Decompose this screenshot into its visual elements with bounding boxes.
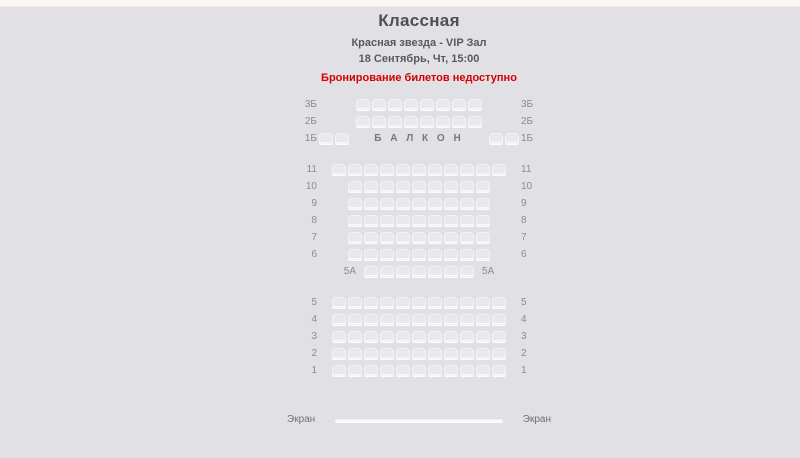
seat — [492, 331, 506, 342]
seat — [468, 99, 482, 110]
seat — [492, 297, 506, 308]
seat — [428, 181, 442, 192]
seat — [420, 116, 434, 127]
seat — [380, 215, 394, 226]
seat — [476, 348, 490, 359]
seat — [348, 314, 362, 325]
seat-row-4 — [295, 311, 543, 327]
seat-row-9 — [295, 195, 543, 211]
seat — [412, 365, 426, 376]
seat — [492, 348, 506, 359]
session-header — [287, 11, 551, 84]
seat — [364, 181, 378, 192]
seat-zone — [319, 113, 519, 129]
row-label-left: 7 — [311, 231, 317, 243]
seat — [356, 99, 370, 110]
seat — [444, 331, 458, 342]
booking-unavailable-notice: Бронирование билетов недоступно — [321, 72, 517, 84]
seat — [396, 198, 410, 209]
seat — [364, 249, 378, 260]
seat — [356, 116, 370, 127]
seat — [348, 198, 362, 209]
seat — [492, 365, 506, 376]
row-label-right: 9 — [521, 197, 527, 209]
seat — [428, 232, 442, 243]
seat — [348, 297, 362, 308]
seat — [476, 365, 490, 376]
seat — [412, 198, 426, 209]
row-label-right: 1 — [521, 364, 527, 376]
row-label-left: 10 — [305, 180, 317, 192]
row-label-right: 7 — [521, 231, 527, 243]
seat — [396, 266, 410, 277]
seat — [460, 314, 474, 325]
seat — [444, 232, 458, 243]
row-label-left: 1Б — [304, 132, 317, 144]
seat — [396, 215, 410, 226]
seat — [428, 266, 442, 277]
seat — [492, 314, 506, 325]
seat — [364, 232, 378, 243]
row-label-right: 8 — [521, 214, 527, 226]
booking-page — [287, 11, 551, 425]
section-balcony — [295, 96, 543, 146]
seat-row-5А — [295, 263, 543, 279]
row-label-left: 4 — [311, 313, 317, 325]
seat — [428, 164, 442, 175]
seat — [380, 297, 394, 308]
row-label-left: 5 — [311, 296, 317, 308]
seat — [444, 181, 458, 192]
row-label-right: 5 — [521, 296, 527, 308]
row-label-right: 3 — [521, 330, 527, 342]
seat — [428, 215, 442, 226]
seat — [452, 99, 466, 110]
seat — [396, 314, 410, 325]
seat — [428, 348, 442, 359]
row-label-right: 2 — [521, 347, 527, 359]
seat — [444, 348, 458, 359]
seat — [372, 116, 386, 127]
seat-zone — [319, 246, 519, 262]
seat — [364, 297, 378, 308]
seat-group-left — [319, 133, 349, 144]
seat-zone — [319, 161, 519, 177]
seat — [396, 331, 410, 342]
row-label-right: 3Б — [521, 98, 534, 110]
seat — [388, 99, 402, 110]
seat — [348, 365, 362, 376]
seat — [460, 266, 474, 277]
seat — [332, 314, 346, 325]
row-label-right: 11 — [521, 163, 532, 175]
row-label-left: 1 — [311, 364, 317, 376]
seat — [412, 348, 426, 359]
seat — [412, 297, 426, 308]
seat — [412, 215, 426, 226]
seat — [364, 314, 378, 325]
seat — [380, 232, 394, 243]
screen-indicator — [287, 414, 551, 425]
seat — [428, 249, 442, 260]
screen-label-right: Экран — [522, 414, 551, 425]
seat — [420, 99, 434, 110]
seat — [428, 365, 442, 376]
seat — [476, 232, 490, 243]
row-label-left: 5А — [343, 265, 356, 277]
section-front — [295, 294, 543, 378]
seat — [332, 365, 346, 376]
session-datetime: 18 Сентябрь, Чт, 15:00 — [358, 53, 480, 65]
seat — [476, 198, 490, 209]
seat-row-8 — [295, 212, 543, 228]
seat — [380, 314, 394, 325]
row-label-left: 2Б — [304, 115, 317, 127]
row-label-left: 6 — [311, 248, 317, 260]
seat-row-2 — [295, 345, 543, 361]
row-label-right: 2Б — [521, 115, 534, 127]
seat-zone — [319, 195, 519, 211]
row-label-left: 11 — [306, 163, 317, 175]
row-label-left: 3Б — [304, 98, 317, 110]
seat-zone — [319, 96, 519, 112]
movie-title: Классная — [378, 11, 460, 30]
seat — [380, 198, 394, 209]
seat-zone — [319, 328, 519, 344]
screen-label-left: Экран — [287, 414, 316, 425]
row-label-right: 10 — [521, 180, 533, 192]
top-strip — [0, 0, 800, 7]
row-label-left: 9 — [311, 197, 317, 209]
row-label-right: 4 — [521, 313, 527, 325]
seat — [332, 297, 346, 308]
seat — [476, 314, 490, 325]
seat — [444, 164, 458, 175]
seat-group-right — [489, 133, 519, 144]
seat — [460, 365, 474, 376]
seat — [460, 181, 474, 192]
seat — [476, 215, 490, 226]
seat — [444, 365, 458, 376]
seat-zone — [319, 362, 519, 378]
seat-row-3 — [295, 328, 543, 344]
seat-row-2Б — [295, 113, 543, 129]
seat-row-6 — [295, 246, 543, 262]
seat — [476, 181, 490, 192]
seat-zone — [319, 212, 519, 228]
seat — [396, 297, 410, 308]
seat — [412, 232, 426, 243]
seat — [476, 297, 490, 308]
seat — [428, 297, 442, 308]
seat — [436, 116, 450, 127]
seat — [396, 348, 410, 359]
seat-row-3Б — [295, 96, 543, 112]
row-label-left: 3 — [311, 330, 317, 342]
row-label-right: 5А — [482, 265, 495, 277]
seat-row-11 — [295, 161, 543, 177]
seat-row-10 — [295, 178, 543, 194]
seat — [412, 314, 426, 325]
seat — [396, 164, 410, 175]
seat — [444, 215, 458, 226]
seat — [460, 297, 474, 308]
seat — [492, 164, 506, 175]
seat — [364, 348, 378, 359]
seat — [348, 181, 362, 192]
seat — [412, 249, 426, 260]
seat — [380, 266, 394, 277]
seat-zone — [319, 263, 519, 279]
seat — [364, 331, 378, 342]
seat-row-5 — [295, 294, 543, 310]
seat-zone — [319, 294, 519, 310]
seat-zone — [319, 178, 519, 194]
seat — [332, 164, 346, 175]
seat — [396, 232, 410, 243]
seat — [388, 116, 402, 127]
seat — [460, 232, 474, 243]
seat-row-1Б — [295, 130, 543, 146]
seat — [348, 348, 362, 359]
seat-zone — [319, 229, 519, 245]
seat — [348, 249, 362, 260]
seat — [404, 116, 418, 127]
seat — [364, 164, 378, 175]
row-label-left: 8 — [311, 214, 317, 226]
seat — [396, 181, 410, 192]
seat — [444, 266, 458, 277]
seat — [412, 164, 426, 175]
seat — [380, 331, 394, 342]
seat — [452, 116, 466, 127]
seat — [332, 331, 346, 342]
seat — [428, 314, 442, 325]
seat-zone — [319, 130, 519, 146]
seat — [319, 133, 333, 144]
row-label-right: 1Б — [521, 132, 534, 144]
row-label-left: 2 — [311, 347, 317, 359]
seat — [364, 198, 378, 209]
seat — [396, 249, 410, 260]
seat — [364, 266, 378, 277]
seat — [364, 215, 378, 226]
section-main — [295, 161, 543, 279]
seat — [460, 164, 474, 175]
seat — [444, 314, 458, 325]
seat — [335, 133, 349, 144]
seat — [476, 164, 490, 175]
seat — [476, 249, 490, 260]
seat — [460, 348, 474, 359]
seat — [412, 266, 426, 277]
seat — [444, 198, 458, 209]
seat — [380, 164, 394, 175]
seat — [372, 99, 386, 110]
seat — [468, 116, 482, 127]
seat — [412, 331, 426, 342]
seat — [444, 297, 458, 308]
seat — [444, 249, 458, 260]
seat — [476, 331, 490, 342]
seat — [460, 249, 474, 260]
seat — [348, 232, 362, 243]
seat — [404, 99, 418, 110]
seat — [460, 331, 474, 342]
seat — [380, 365, 394, 376]
seat — [436, 99, 450, 110]
seat-row-7 — [295, 229, 543, 245]
seat-zone — [319, 311, 519, 327]
balcony-label: Б А Л К О Н — [374, 132, 464, 144]
seat — [460, 198, 474, 209]
seat — [380, 181, 394, 192]
seat — [396, 365, 410, 376]
seat — [505, 133, 519, 144]
cinema-hall-name: Красная звезда - VIP Зал — [351, 37, 487, 49]
seat — [489, 133, 503, 144]
seat — [428, 331, 442, 342]
seat-zone — [319, 345, 519, 361]
seat-row-1 — [295, 362, 543, 378]
seat — [460, 215, 474, 226]
seat-map — [295, 96, 543, 378]
seat — [364, 365, 378, 376]
seat — [380, 249, 394, 260]
seat — [348, 164, 362, 175]
seat — [348, 331, 362, 342]
row-label-right: 6 — [521, 248, 527, 260]
seat — [332, 348, 346, 359]
seat — [412, 181, 426, 192]
seat — [428, 198, 442, 209]
seat — [348, 215, 362, 226]
screen-bar — [335, 418, 503, 422]
seat — [380, 348, 394, 359]
